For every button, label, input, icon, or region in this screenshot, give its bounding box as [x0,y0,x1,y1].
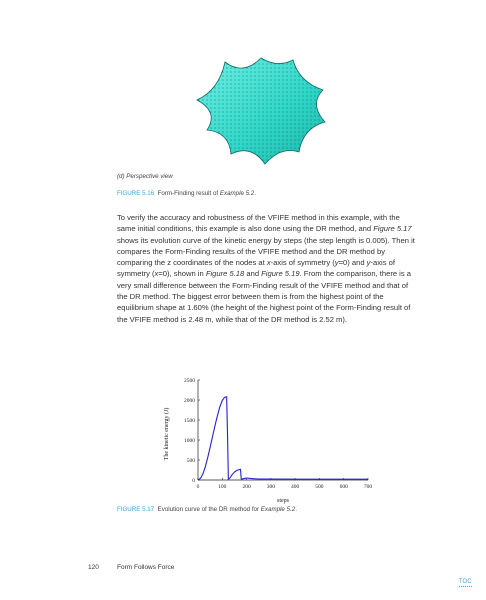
x-tick-label: 400 [291,484,300,490]
figure-ref[interactable]: Figure 5.19 [261,269,300,279]
figure-517-caption: FIGURE 5.17 Evolution curve of the DR method for Example 5.2. [117,506,297,513]
figure-516-caption-text: Form-Finding result of [157,190,220,197]
kinetic-energy-chart [160,374,378,504]
figure-516-caption: FIGURE 5.16 Form-Finding result of Example 5.2. [117,190,256,197]
x-tick-label: 600 [339,484,348,490]
y-tick-label: 500 [186,458,195,464]
series-line [198,397,368,480]
body-paragraph: To verify the accuracy and robustness of the VFIFE method in this example, with the same initial conditions, this example is also done using the DR method, and Figure 5.17 shows its evolution curve of the kinetic energy by steps (the step length is 0.005). Then it compares the Form-Finding results of the VFIFE method and the DR method by comparing the z coordinates of the nodes at x-axis of symmetry (y=0) and y-axis of symmetry (x=0), shown in Figure 5.18 and Figure 5.19. From the comparison, there is a very small difference between the Form-Finding result of the VFIFE method and that of the DR method. The biggest error between them is from the highest point of the equilibrium shape at 1.60% (the height of the highest point of the Form-Finding result of the VFIFE method is 2.48 m, while that of the DR method is 2.52 m). [117,213,415,324]
figure-516-label[interactable]: FIGURE 5.16 [117,190,155,197]
page-number: 120 [88,564,99,571]
figure-ref[interactable]: Figure 5.18 [205,269,245,279]
y-tick-label: 0 [192,478,195,484]
y-tick-label: 1500 [184,418,195,424]
shell-surface-image [185,42,335,176]
figure-516-subcaption: (d) Perspective view [117,173,173,180]
toc-link[interactable]: TOC [459,579,472,585]
y-tick-label: 1000 [184,438,195,444]
figure-516-caption-ref: Example 5.2 [219,190,255,197]
y-tick-label: 2000 [184,398,195,404]
x-tick-label: 0 [196,484,200,490]
x-tick-label: 200 [242,484,251,490]
x-tick-label: 700 [363,484,373,490]
y-tick-label: 2500 [184,378,195,384]
book-title: Form Follows Force [117,564,175,571]
figure-517-label[interactable]: FIGURE 5.17 [117,506,155,513]
figure-ref[interactable]: Figure 5.17 [373,224,412,234]
x-axis-label: steps [277,498,289,504]
figure-517-caption-text: Evolution curve of the DR method for [157,506,261,513]
y-axis-label: The kinetic energy (J) [164,407,170,461]
figure-517-caption-ref: Example 5.2 [260,506,296,513]
x-tick-label: 100 [218,484,227,490]
x-tick-label: 300 [266,484,275,490]
x-tick-label: 500 [315,484,324,490]
